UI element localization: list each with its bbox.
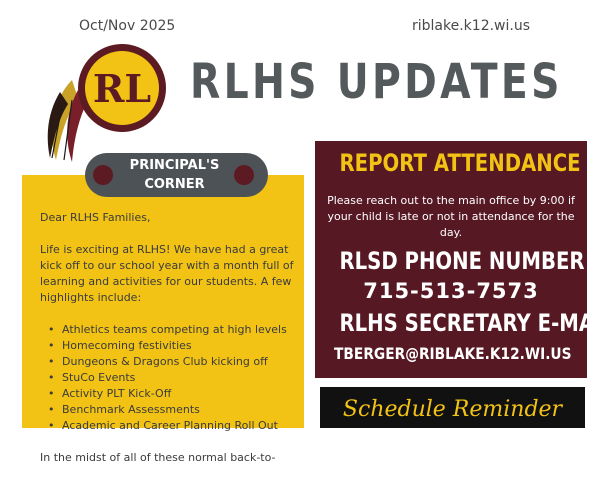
list-item: • Homecoming festivities [48, 338, 298, 354]
page-title: RLHS UPDATES [190, 54, 563, 110]
letter-greeting: Dear RLHS Families, [40, 211, 151, 224]
principals-letter [40, 210, 298, 482]
list-item: • Dungeons & Dragons Club kicking off [48, 354, 298, 370]
list-item: • Academic and Career Planning Roll Out [48, 418, 298, 434]
attendance-body: Please reach out to the main office by 9:00 if your child is late or not in attendance for the day. [327, 194, 575, 239]
schedule-title: Schedule Reminder [342, 397, 563, 422]
principals-corner-badge [85, 153, 268, 197]
phone-heading: RLSD PHONE NUMBER [339, 247, 585, 275]
school-logo [42, 40, 167, 165]
list-item: • Benchmark Assessments [48, 402, 298, 418]
badge-line-2: CORNER [144, 177, 205, 192]
newsletter-date: Oct/Nov 2025 [79, 18, 176, 34]
letter-intro: Life is exciting at RLHS! We have had a great kick off to our school year with a month full of learning and activities for our students. A few highlights include: [40, 243, 294, 304]
attendance-title: REPORT ATTENDANCE [339, 149, 581, 177]
badge-line-1: PRINCIPAL'S [129, 158, 220, 173]
list-item: • Athletics teams competing at high levels [48, 322, 298, 338]
website-url[interactable]: riblake.k12.wi.us [412, 18, 531, 34]
phone-number[interactable]: 715-513-7573 [363, 279, 539, 303]
badge-dot-left [93, 165, 113, 185]
highlights-list [48, 322, 298, 434]
email-heading: RLHS SECRETARY E-MAIL [339, 309, 614, 337]
schedule-reminder-panel [320, 387, 585, 428]
logo-initials: RL [92, 66, 152, 111]
letter-closing: In the midst of all of these normal back-to- [40, 451, 276, 464]
email-address[interactable]: TBERGER@RIBLAKE.K12.WI.US [334, 344, 572, 363]
list-item: • Activity PLT Kick-Off [48, 386, 298, 402]
attendance-panel [315, 141, 614, 378]
list-item: • StuCo Events [48, 370, 298, 386]
badge-dot-right [234, 165, 254, 185]
